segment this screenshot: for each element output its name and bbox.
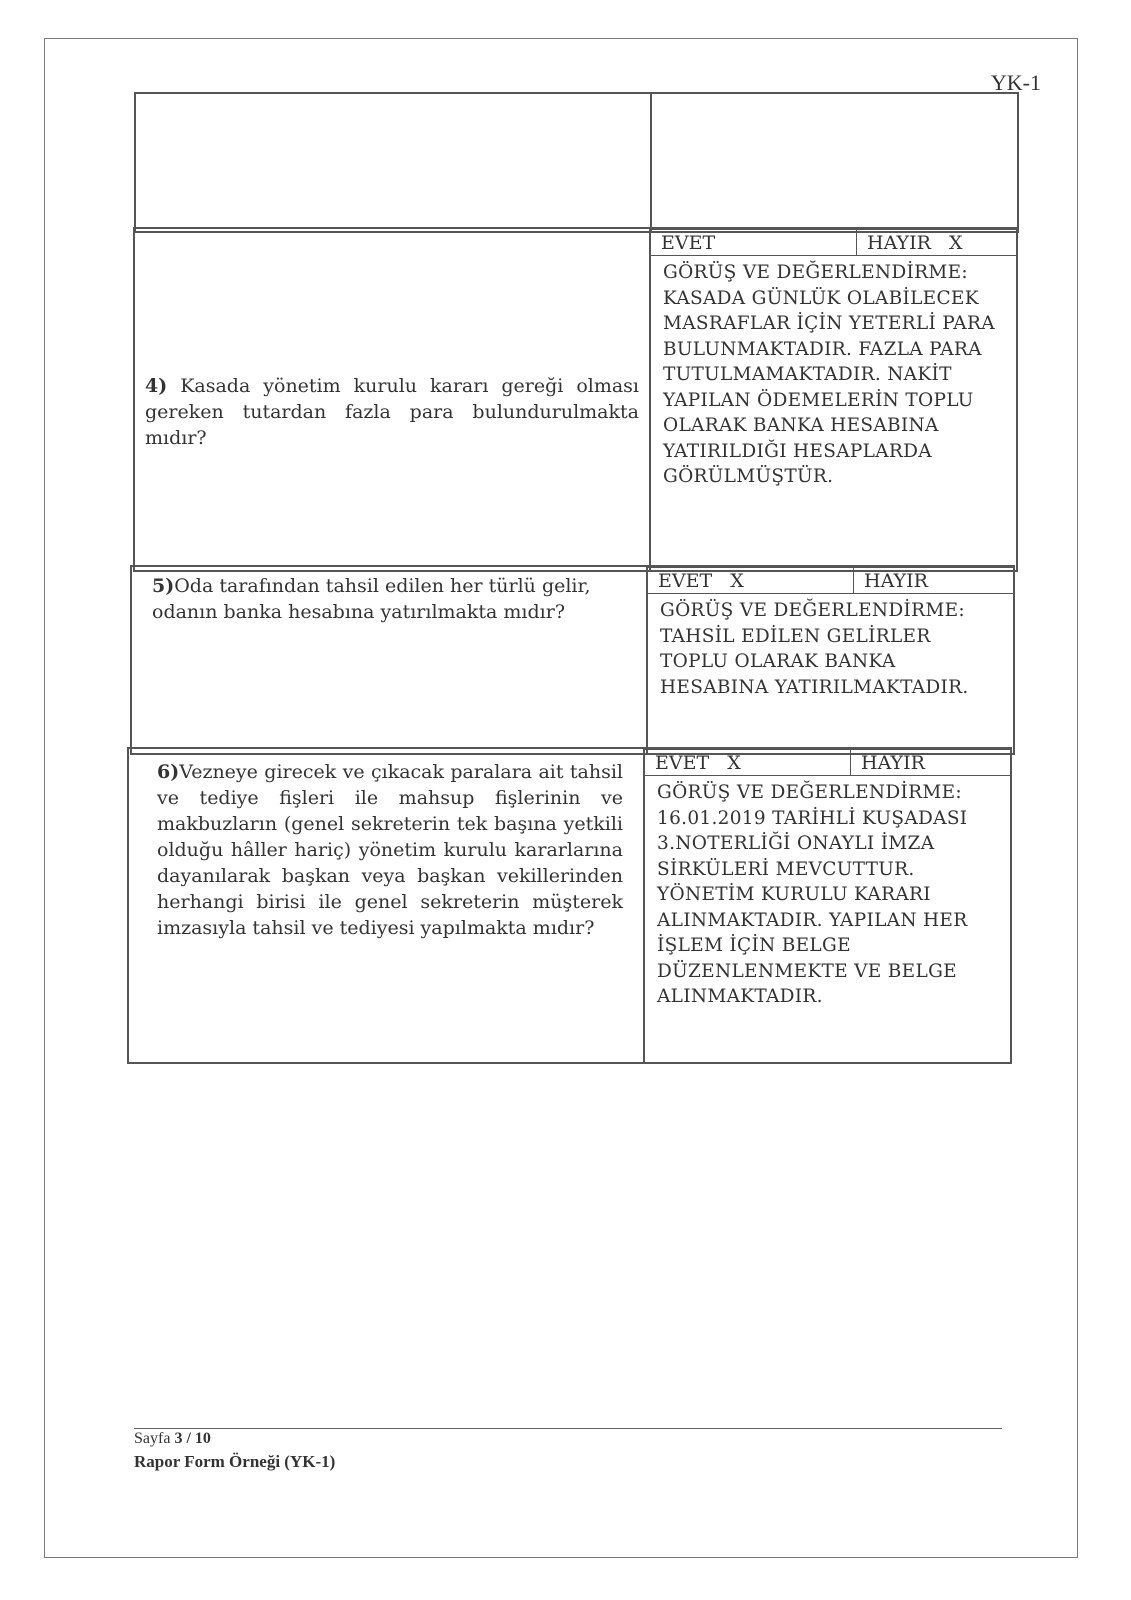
question-body: Oda tarafından tahsil edilen her türlü gelir, odanın banka hesabına yatırılmakta mıdır? [152,575,591,623]
question-number: 4) [145,375,168,397]
question-text [145,373,639,451]
answer-cell [652,94,1017,231]
comment-text: KASADA GÜNLÜK OLABİLECEK MASRAFLAR İÇİN YETERLİ PARA BULUNMAKTADIR. FAZLA PARA TUTULMAMAKTADIR. NAKİT YAPILAN ÖDEMELERİN TOPLU OLARAK BANKA HESABINA YATIRILDIĞI HESAPLARDA GÖRÜLMÜŞTÜR. [663,287,995,487]
evet-option: EVET [651,230,857,255]
question-cell [136,94,652,231]
hayir-option: HAYIR X [867,232,963,254]
evet-option: EVET X [645,750,851,775]
table-row-empty [134,92,1019,233]
comment-title: GÖRÜŞ VE DEĞERLENDİRME: [663,262,968,283]
page-number: 3 / 10 [174,1430,211,1447]
question-cell [132,567,648,753]
answer-cell [645,749,1010,1062]
question-cell [129,749,645,1062]
comment-block [651,256,1016,490]
hayir-option: HAYIR [864,570,928,592]
question-text [152,573,626,625]
question-cell [135,229,651,570]
question-number: 5) [152,575,175,597]
question-text [157,759,623,941]
footer-divider [134,1428,1002,1429]
yes-no-row [648,567,1013,594]
question-body: Kasada yönetim kurulu kararı gereği olması gereken tutardan fazla para bulundurulmakta mıdır? [145,375,640,449]
footer-form-name: Rapor Form Örneği (YK-1) [134,1452,336,1471]
table-row-question-4 [133,227,1018,572]
question-body: Vezneye girecek ve çıkacak paralara ait tahsil ve tediye fişleri ile mahsup fişlerinin ve makbuzların (genel sekreterin tek başına yetkili olduğu hâller hariç) yönetim kurulu kararlarına dayanılarak başkan veya başkan vekillerinden herhangi birisi ile genel sekreterin müşterek imzasıyla tahsil ve tediyesi yapılmakta mıdır? [157,761,623,939]
yes-no-row [645,749,1010,776]
table-row-question-6 [127,747,1012,1064]
form-code: YK-1 [990,70,1041,95]
table-row-question-5 [130,565,1015,755]
comment-title: GÖRÜŞ VE DEĞERLENDİRME: [660,600,965,621]
yes-no-row [651,229,1016,256]
footer-page-number [134,1430,211,1448]
page-label: Sayfa [134,1430,171,1447]
comment-block [645,776,1010,1010]
comment-text: 16.01.2019 TARİHLİ KUŞADASI 3.NOTERLİĞİ ONAYLI İMZA SİRKÜLERİ MEVCUTTUR. YÖNETİM KURULU KARARI ALINMAKTADIR. YAPILAN HER İŞLEM İÇİN BELGE DÜZENLENMEKTE VE BELGE ALINMAKTADIR. [657,807,968,1007]
answer-cell [648,567,1013,753]
evet-option: EVET X [648,568,854,593]
answer-cell [651,229,1016,570]
comment-title: GÖRÜŞ VE DEĞERLENDİRME: [657,782,962,803]
comment-text: TAHSİL EDİLEN GELİRLER TOPLU OLARAK BANKA HESABINA YATIRILMAKTADIR. [660,625,969,698]
comment-block [648,594,1013,700]
hayir-option: HAYIR [861,752,925,774]
question-number: 6) [157,761,180,783]
